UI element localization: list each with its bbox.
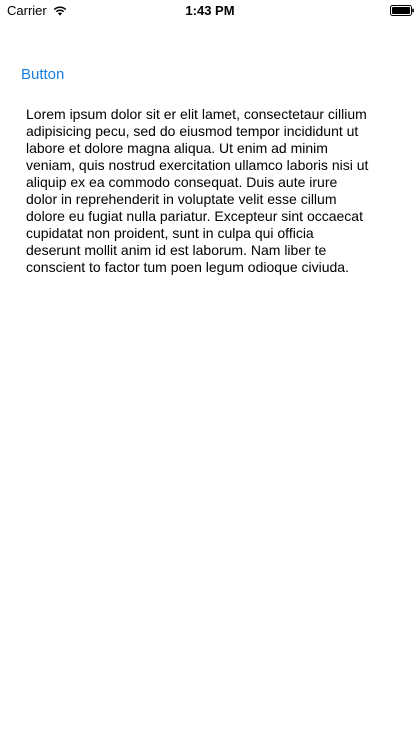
carrier-label: Carrier [7,3,47,18]
main-button[interactable]: Button [21,66,65,83]
status-bar [0,0,420,22]
battery-icon [390,5,414,16]
status-time: 1:43 PM [185,3,235,18]
lorem-text-label: Lorem ipsum dolor sit er elit lamet, consectetaur cillium adipisicing pecu, sed do eiusmod tempor incididunt ut labore et dolore magna aliqua. Ut enim ad minim veniam, quis nostrud exercitation ullamco laboris nisi ut aliquip ex ea commodo consequat. Duis aute irure dolor in reprehenderit in voluptate velit esse cillum dolore eu fugiat nulla pariatur. Excepteur sint occaecat cupidatat non proident, sunt in culpa qui officia deserunt mollit anim id est laborum. Nam liber te conscient to factor tum poen legum odioque civiuda. [26,106,369,275]
